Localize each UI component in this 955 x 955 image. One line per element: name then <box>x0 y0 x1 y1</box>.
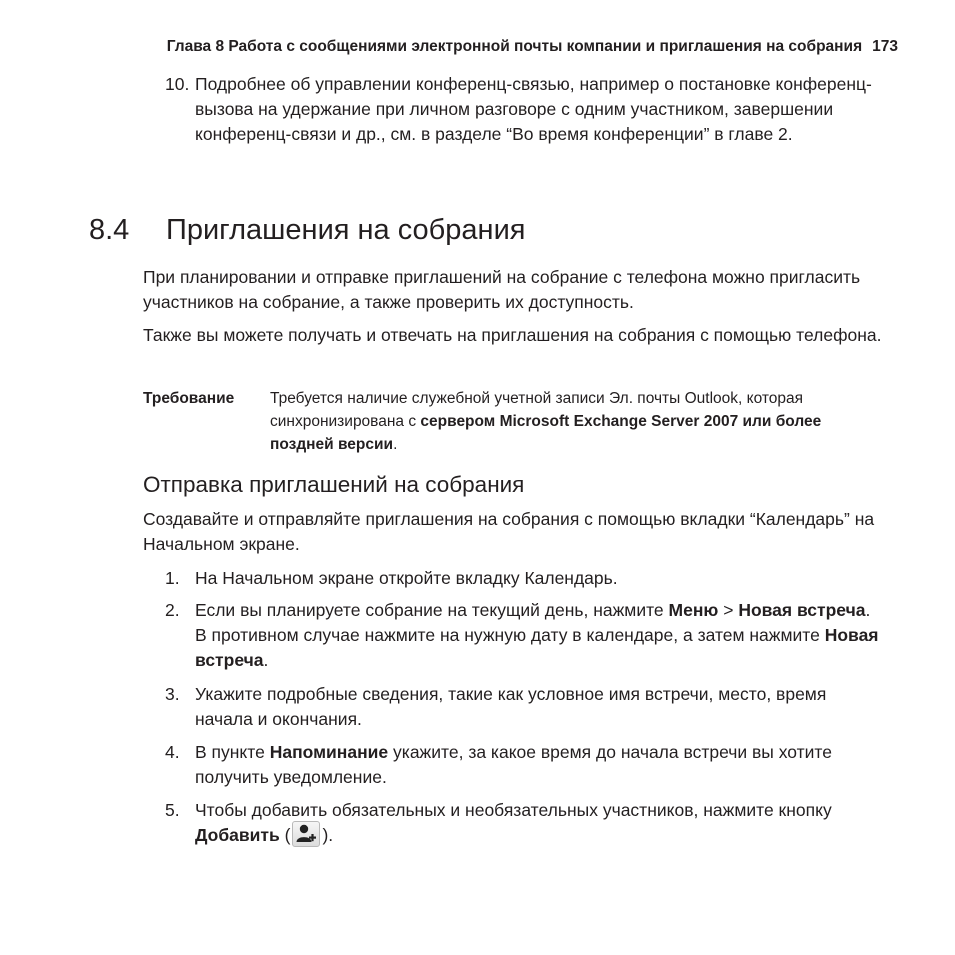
subsection-intro: Создавайте и отправляйте приглашения на собрания с помощью вкладки “Календарь” на Начальном экране. <box>143 509 875 554</box>
requirement-note <box>143 387 883 456</box>
list-item-step-1 <box>165 566 885 591</box>
add-label: Добавить <box>195 825 280 845</box>
running-header <box>167 38 898 56</box>
section-number: 8.4 <box>89 214 130 246</box>
new-meeting-label: Новая встреча <box>738 600 866 620</box>
section-title: Приглашения на собрания <box>166 214 526 246</box>
reminder-label: Напоминание <box>269 742 389 762</box>
menu-label: Меню <box>668 600 719 620</box>
step-number: 5. <box>165 800 180 820</box>
section-heading <box>89 214 525 247</box>
step-number: 1. <box>165 568 180 588</box>
step-text: Чтобы добавить обязательных и необязательных участников, нажмите кнопку Добавить ( ). <box>195 798 885 848</box>
step-text: В пункте Напоминание укажите, за какое время до начала встречи вы хотите получить уведомление. <box>195 742 832 787</box>
page-number: 173 <box>872 38 898 55</box>
new-meeting-label: Новая встреча <box>195 625 879 670</box>
step-number: 10. <box>165 74 190 94</box>
list-item-prev-step <box>165 72 885 147</box>
requirement-label: Требование <box>143 390 235 407</box>
step-text: Укажите подробные сведения, такие как условное имя встречи, место, время начала и окончания. <box>195 684 827 729</box>
requirement-bold: сервером Microsoft Exchange Server 2007 или более поздней версии <box>270 413 822 453</box>
intro-paragraph-2: Также вы можете получать и отвечать на приглашения на собрания с помощью телефона. <box>143 325 882 345</box>
step-text: На Начальном экране откройте вкладку Календарь. <box>195 568 618 588</box>
step-number: 2. <box>165 600 180 620</box>
add-contact-icon <box>292 821 320 847</box>
step-number: 3. <box>165 684 180 704</box>
step-number: 4. <box>165 742 180 762</box>
step-text: Подробнее об управлении конференц-связью, например о постановке конференц-вызова на удержание при личном разговоре с одним участником, завершении конференц-связи и др., см. в разделе “Во время конференции” в главе 2. <box>195 74 872 144</box>
list-item-step-3 <box>165 682 885 732</box>
chapter-title: Глава 8 Работа с сообщениями электронной почты компании и приглашения на собрания <box>166 38 863 55</box>
subsection-heading: Отправка приглашений на собрания <box>143 472 525 497</box>
step-text: Если вы планируете собрание на текущий день, нажмите Меню > Новая встреча. В противном случае нажмите на нужную дату в календаре, а затем нажмите Новая встреча. <box>195 600 879 670</box>
list-item-step-4 <box>165 740 885 790</box>
requirement-text: Требуется наличие служебной учетной записи Эл. почты Outlook, которая синхронизирована с сервером Microsoft Exchange Server 2007 или более поздней версии. <box>270 390 822 453</box>
intro-paragraph-1: При планировании и отправке приглашений на собрание с телефона можно пригласить участников на собрание, а также проверить их доступность. <box>143 267 861 312</box>
list-item-step-2 <box>165 598 885 673</box>
list-item-step-5 <box>165 798 885 848</box>
